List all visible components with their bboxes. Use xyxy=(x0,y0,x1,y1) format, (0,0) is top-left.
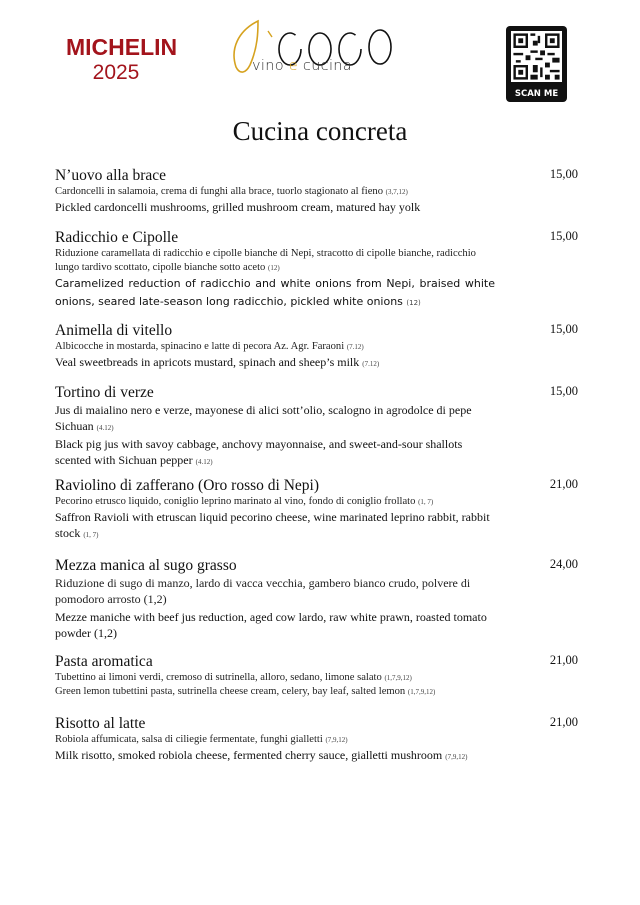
item-description-en: Milk risotto, smoked robiola cheese, fermented cherry sauce, gialletti mushroom (7,9,12) xyxy=(55,748,468,762)
item-description-it: Robiola affumicata, salsa di ciliegie fermentate, funghi gialletti (7,9,12) xyxy=(55,734,348,745)
michelin-year: 2025 xyxy=(92,61,140,84)
item-description-it: Tubettino ai limoni verdi, cremoso di sutrinella, alloro, sedano, limone salato (1,7,9,12) xyxy=(55,672,412,683)
item-name: Radicchio e Cipolle xyxy=(55,229,179,246)
item-name: Pasta aromatica xyxy=(55,653,153,670)
menu-item xyxy=(55,322,585,372)
logo-subtitle: vino e cucina xyxy=(252,58,352,74)
item-price: 21,00 xyxy=(549,477,578,491)
item-description-it: Riduzione caramellata di radicchio e cipolle bianche di Nepi, stracotto di cipolle bianche, radicchio lungo tardivo scottato, cipolle bianche sotto aceto (12) xyxy=(55,248,476,273)
item-price: 21,00 xyxy=(549,653,578,667)
michelin-badge xyxy=(66,34,178,86)
item-description-en: Green lemon tubettini pasta, sutrinella cheese cream, celery, bay leaf, salted lemon (1,7,9,12) xyxy=(55,686,436,697)
item-description-en: Black pig jus with savoy cabbage, anchovy mayonnaise, and sweet-and-sour shallots scented with Sichuan pepper (4.12) xyxy=(55,437,463,467)
item-price: 24,00 xyxy=(549,557,578,571)
michelin-label: MICHELIN xyxy=(66,34,178,60)
menu-item xyxy=(55,715,585,765)
item-name: Risotto al latte xyxy=(55,715,146,732)
item-description-en: Saffron Ravioli with etruscan liquid pecorino cheese, wine marinated leprino rabbit, rabbit stock (1, 7) xyxy=(55,510,490,540)
menu-item xyxy=(55,653,585,699)
item-description-en: Caramelized reduction of radicchio and white onions from Nepi, braised white onions, seared late-season long radicchio, pickled white onions (12) xyxy=(55,277,495,308)
menu-item xyxy=(55,229,585,312)
item-price: 15,00 xyxy=(549,322,578,336)
item-description-en: Mezze maniche with beef jus reduction, aged cow lardo, raw white prawn, roasted tomato powder (1,2) xyxy=(55,610,487,640)
item-price: 15,00 xyxy=(549,229,578,243)
qr-label: SCAN ME xyxy=(514,89,559,99)
menu-item xyxy=(55,477,585,543)
qr-code-icon xyxy=(511,31,562,82)
menu-item xyxy=(55,167,585,217)
item-price: 21,00 xyxy=(549,715,578,729)
item-name: Animella di vitello xyxy=(55,322,173,339)
item-name: Tortino di verze xyxy=(55,384,154,401)
menu-item xyxy=(55,557,585,643)
item-description-it: Riduzione di sugo di manzo, lardo di vacca vecchia, gambero bianco crudo, polvere di pomodoro arrosto (1,2) xyxy=(55,576,471,606)
item-description-it: Jus di maialino nero e verze, mayonese di alici sott’olio, scalogno in agrodolce di pepe Sichuan (4.12) xyxy=(55,403,472,433)
item-name: Raviolino di zafferano (Oro rosso di Nepi) xyxy=(55,477,320,494)
item-name: N’uovo alla brace xyxy=(55,167,167,184)
page-title: Cucina concreta xyxy=(232,116,408,146)
item-description-it: Pecorino etrusco liquido, coniglio leprino marinato al vino, fondo di coniglio frollato (1, 7) xyxy=(55,496,434,507)
item-price: 15,00 xyxy=(549,167,578,181)
item-price: 15,00 xyxy=(549,384,578,398)
item-description-en: Veal sweetbreads in apricots mustard, spinach and sheep’s milk (7.12) xyxy=(55,355,380,369)
restaurant-logo xyxy=(228,17,398,87)
item-description-en: Pickled cardoncelli mushrooms, grilled mushroom cream, matured hay yolk xyxy=(55,200,421,214)
item-description-it: Cardoncelli in salamoia, crema di funghi alla brace, tuorlo stagionato al fieno (3,7,12) xyxy=(55,186,408,197)
menu-item xyxy=(55,384,585,470)
qr-code[interactable] xyxy=(506,26,567,102)
item-description-it: Albicocche in mostarda, spinacino e latte di pecora Az. Agr. Faraoni (7.12) xyxy=(55,341,364,352)
item-name: Mezza manica al sugo grasso xyxy=(55,557,237,574)
